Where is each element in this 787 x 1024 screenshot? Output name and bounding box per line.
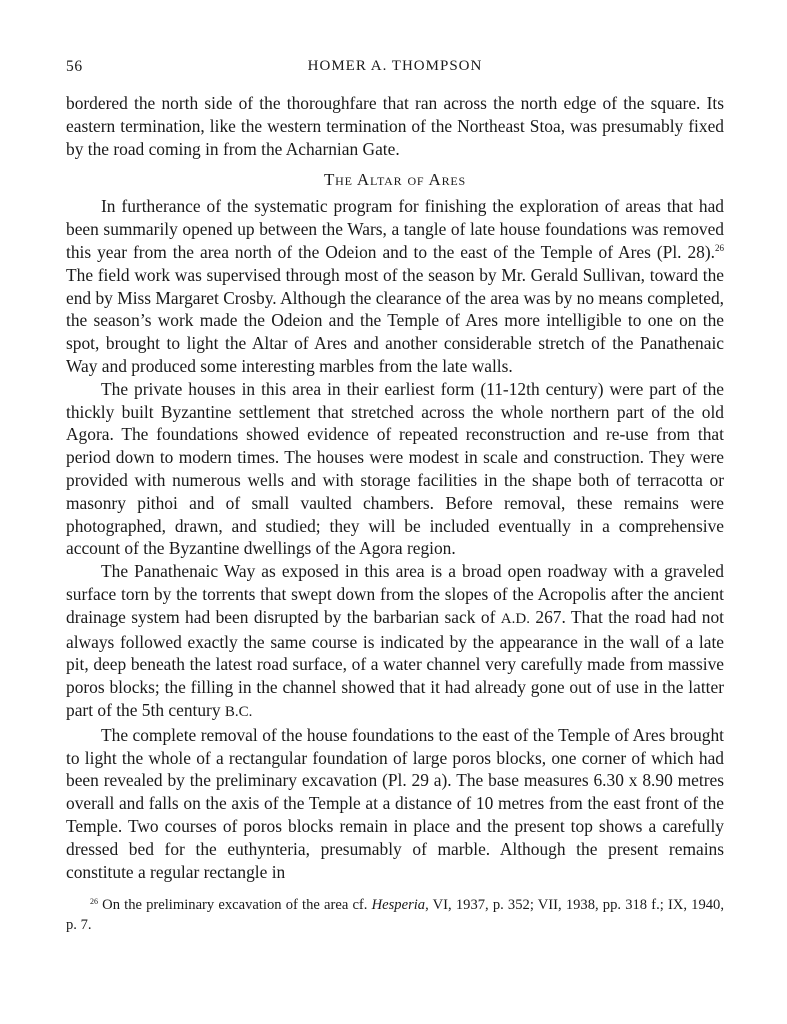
footnote-text-b: , VI, 1937, p. 352; VII, 1938, pp. 318 f.; IX, 1940, p. 7.: [66, 897, 724, 933]
document-page: [66, 56, 724, 935]
section-title: The Altar of Ares: [323, 170, 467, 190]
paragraph-4: The complete removal of the house foundations to the east of the Temple of Ares brought to light the whole of a rectangular foundation of large poros blocks, one corner of which had been revealed by the preliminary excavation (Pl. 29 a). The base measures 6.30 x 8.90 metres overall and falls on the axis of the Temple at a distance of 10 metres from the east front of the Temple. Two courses of poros blocks remain in place and the present top shows a carefully dressed bed for the euthynteria, presumably of marble. Although the present remains constitute a regular rectangle in: [66, 724, 724, 882]
footnote-text-a: On the preliminary excavation of the area cf.: [98, 897, 372, 914]
running-head: HOMER A. THOMPSON: [307, 58, 483, 74]
paragraph-1-text-a: In furtherance of the systematic program for finishing the exploration of areas that had been summarily opened up between the Wars, a tangle of late house foundations was removed this year from the area north of the Odeion and to the east of the Temple of Ares (Pl. 28).: [66, 196, 724, 262]
page-number: 56: [66, 58, 83, 75]
paragraph-continuation: bordered the north side of the thoroughfare that ran across the north edge of the square. Its eastern termination, like the western termination of the Northeast Stoa, was presumably fixed by the road coming in from the Acharnian Gate.: [66, 93, 724, 159]
era-abbreviation-ad: A.D.: [500, 610, 530, 627]
paragraph-3-text-b: 267. That the road had not always followed exactly the same course is indicated by the appearance in the wall of a late pit, deep beneath the latest road surface, of a water channel very carefully made from massive poros blocks; the filling in the channel showed that it had already gone out of use in the latter part of the 5th century: [66, 606, 724, 720]
body-text: [66, 92, 724, 883]
footnote-number: 26: [90, 897, 98, 907]
paragraph-3: [66, 560, 724, 724]
paragraph-2: The private houses in this area in their earliest form (11-12th century) were part of the thickly built Byzantine settlement that stretched across the whole northern part of the old Agora. The foundations showed evidence of repeated reconstruction and re-use from that period down to modern times. The houses were modest in scale and construction. They were provided with numerous wells and with storage facilities in the shape both of terracotta or masonry pithoi and of small vaulted chambers. Before removal, these remains were photographed, drawn, and studied; they will be included eventually in a comprehensive account of the Byzantine dwellings of the Agora region.: [66, 378, 724, 559]
footnote: [66, 896, 724, 935]
paragraph-1: [66, 195, 724, 377]
page-header: [66, 56, 724, 80]
footnote-journal: Hesperia: [371, 897, 426, 914]
paragraph-3-text-a: The Panathenaic Way as exposed in this area is a broad open roadway with a graveled surface torn by the torrents that swept down from the slopes of the Acropolis after the ancient drainage system had been disrupted by the barbarian sack of: [66, 561, 724, 627]
era-abbreviation-bc: B.C.: [224, 703, 253, 720]
footnote-reference: 26: [715, 242, 724, 253]
paragraph-1-text-b: The field work was supervised through most of the season by Mr. Gerald Sullivan, toward the end by Miss Margaret Crosby. Although the clearance of the area was by no means completed, the season’s work made the Odeion and the Temple of Ares more intelligible to one on the spot, brought to light the Altar of Ares and another considerable stretch of the Panathenaic Way and produced some interesting marbles from the late walls.: [66, 264, 724, 376]
